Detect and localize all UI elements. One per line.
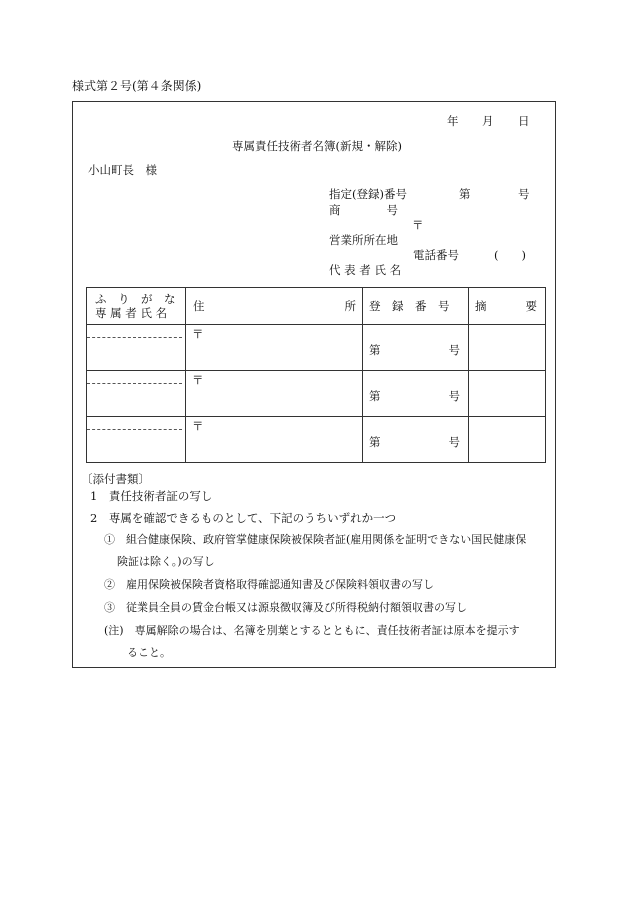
office-address-label: 営業所所在地: [329, 233, 398, 247]
remarks-cell[interactable]: [469, 417, 546, 463]
postal-mark: 〒: [192, 373, 204, 387]
postal-mark: 〒: [412, 218, 424, 232]
reg-go: 号: [448, 389, 460, 403]
attachment-item-1: 1 責任技術者証の写し: [90, 489, 213, 503]
date-day[interactable]: 日: [518, 114, 530, 128]
furigana-divider: [87, 337, 182, 338]
header-name-cell: [87, 288, 186, 325]
postal-mark: 〒: [192, 419, 204, 433]
remarks-cell[interactable]: [469, 371, 546, 417]
phone-paren[interactable]: ( ): [494, 248, 526, 262]
reg-dai: 第: [369, 343, 381, 357]
address-cell[interactable]: [186, 371, 363, 417]
reg-dai: 第: [369, 389, 381, 403]
name-cell[interactable]: [87, 371, 186, 417]
reg-go: 号: [448, 343, 460, 357]
furigana-divider: [87, 383, 182, 384]
date-month[interactable]: 月: [482, 114, 494, 128]
table-header-row: [87, 288, 546, 325]
date-year[interactable]: 年: [447, 114, 459, 128]
registration-table: [86, 287, 546, 463]
trade-name-label: 商 号: [329, 203, 398, 217]
postal-mark: 〒: [192, 327, 204, 341]
representative-label: 代 表 者 氏 名: [329, 263, 402, 277]
attachment-sub-2: ② 雇用保険被保険者資格取得確認通知書及び保険料領収書の写し: [104, 578, 434, 591]
header-registration: 登 録 番 号: [369, 299, 450, 313]
table-row: [87, 417, 546, 463]
table-row: [87, 371, 546, 417]
attachment-sub-1-cont: 険証は除く。)の写し: [117, 555, 215, 568]
phone-label: 電話番号: [413, 248, 459, 262]
registration-cell[interactable]: [363, 417, 469, 463]
note-cont: ること。: [127, 646, 171, 659]
reg-dai: 第: [369, 435, 381, 449]
header-remarks-left: 摘: [475, 299, 487, 313]
addressee: 小山町長 様: [88, 163, 157, 177]
form-number: 様式第２号(第４条関係): [72, 79, 202, 93]
header-address-left: 住: [193, 299, 205, 313]
designation-dai: 第: [459, 187, 471, 201]
name-cell[interactable]: [87, 325, 186, 371]
attachments-heading: 〔添付書類〕: [81, 472, 150, 486]
header-registration-cell: [363, 288, 469, 325]
header-address-cell: [186, 288, 363, 325]
address-cell[interactable]: [186, 417, 363, 463]
address-cell[interactable]: [186, 325, 363, 371]
header-remarks-cell: [469, 288, 546, 325]
attachment-sub-3: ③ 従業員全員の賃金台帳又は源泉徴収簿及び所得税納付額領収書の写し: [104, 601, 467, 614]
attachment-sub-1: ① 組合健康保険、政府管掌健康保険被保険者証(雇用関係を証明できない国民健康保: [104, 533, 527, 546]
note: (注) 専属解除の場合は、名簿を別葉とするとともに、責任技術者証は原本を提示す: [104, 624, 520, 637]
remarks-cell[interactable]: [469, 325, 546, 371]
header-name: 専 属 者 氏 名: [95, 306, 168, 320]
header-furigana: ふ り が な: [95, 292, 176, 306]
registration-cell[interactable]: [363, 371, 469, 417]
reg-go: 号: [448, 435, 460, 449]
name-cell[interactable]: [87, 417, 186, 463]
table-row: [87, 325, 546, 371]
furigana-divider: [87, 429, 182, 430]
form-title: 専属責任技術者名簿(新規・解除): [232, 139, 402, 153]
header-address-right: 所: [344, 299, 356, 313]
attachment-item-2: 2 専属を確認できるものとして、下記のうちいずれか一つ: [90, 511, 397, 525]
designation-label: 指定(登録)番号: [329, 187, 407, 201]
registration-cell[interactable]: [363, 325, 469, 371]
header-remarks-right: 要: [525, 299, 537, 313]
designation-go: 号: [518, 187, 530, 201]
